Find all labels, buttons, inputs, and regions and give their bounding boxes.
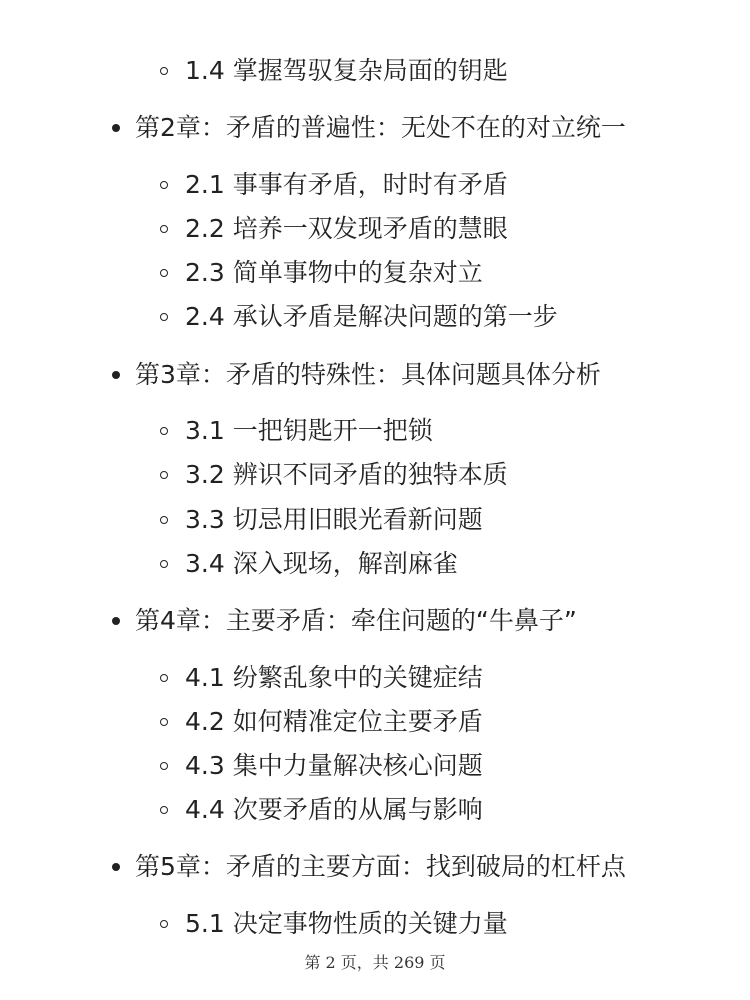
outline-section-item bbox=[160, 547, 458, 581]
hollow-bullet-icon bbox=[160, 67, 168, 75]
hollow-bullet-icon bbox=[160, 471, 168, 479]
hollow-bullet-icon bbox=[160, 718, 168, 726]
chapter-title: 第5章：矛盾的主要方面：找到破局的杠杆点 bbox=[135, 852, 626, 881]
section-title: 4.1 纷繁乱象中的关键症结 bbox=[185, 663, 483, 692]
section-title: 1.4 掌握驾驭复杂局面的钥匙 bbox=[185, 56, 508, 85]
chapter-title: 第2章：矛盾的普遍性：无处不在的对立统一 bbox=[135, 113, 626, 142]
outline-section-item bbox=[160, 793, 483, 827]
outline-section-item bbox=[160, 907, 508, 941]
section-title: 4.2 如何精准定位主要矛盾 bbox=[185, 707, 483, 736]
outline-section-item bbox=[160, 300, 558, 334]
chapter-title: 第4章：主要矛盾：牵住问题的“牛鼻子” bbox=[135, 606, 577, 635]
outline-section-item bbox=[160, 458, 508, 492]
hollow-bullet-icon bbox=[160, 181, 168, 189]
hollow-bullet-icon bbox=[160, 313, 168, 321]
hollow-bullet-icon bbox=[160, 920, 168, 928]
filled-bullet-icon bbox=[112, 371, 120, 379]
section-title: 3.1 一把钥匙开一把锁 bbox=[185, 416, 433, 445]
section-title: 4.3 集中力量解决核心问题 bbox=[185, 751, 483, 780]
section-title: 4.4 次要矛盾的从属与影响 bbox=[185, 795, 483, 824]
hollow-bullet-icon bbox=[160, 806, 168, 814]
filled-bullet-icon bbox=[112, 617, 120, 625]
hollow-bullet-icon bbox=[160, 560, 168, 568]
section-title: 2.2 培养一双发现矛盾的慧眼 bbox=[185, 214, 508, 243]
outline-chapter-item bbox=[112, 358, 601, 392]
outline-section-item bbox=[160, 256, 483, 290]
section-title: 2.1 事事有矛盾，时时有矛盾 bbox=[185, 170, 508, 199]
outline-section-item bbox=[160, 705, 483, 739]
outline-chapter-item bbox=[112, 850, 626, 884]
hollow-bullet-icon bbox=[160, 225, 168, 233]
outline-chapter-item bbox=[112, 111, 626, 145]
outline-section-item bbox=[160, 414, 433, 448]
hollow-bullet-icon bbox=[160, 427, 168, 435]
outline-section-item bbox=[160, 54, 508, 88]
outline-section-item bbox=[160, 212, 508, 246]
hollow-bullet-icon bbox=[160, 674, 168, 682]
section-title: 3.4 深入现场，解剖麻雀 bbox=[185, 549, 458, 578]
section-title: 2.3 简单事物中的复杂对立 bbox=[185, 258, 483, 287]
outline-chapter-item bbox=[112, 604, 577, 638]
page-number-footer: 第 2 页，共 269 页 bbox=[304, 953, 446, 972]
section-title: 5.1 决定事物性质的关键力量 bbox=[185, 909, 508, 938]
hollow-bullet-icon bbox=[160, 762, 168, 770]
hollow-bullet-icon bbox=[160, 269, 168, 277]
filled-bullet-icon bbox=[112, 863, 120, 871]
outline-section-item bbox=[160, 503, 483, 537]
outline-section-item bbox=[160, 168, 508, 202]
filled-bullet-icon bbox=[112, 124, 120, 132]
hollow-bullet-icon bbox=[160, 516, 168, 524]
chapter-title: 第3章：矛盾的特殊性：具体问题具体分析 bbox=[135, 360, 601, 389]
outline-section-item bbox=[160, 661, 483, 695]
outline-section-item bbox=[160, 749, 483, 783]
section-title: 3.3 切忌用旧眼光看新问题 bbox=[185, 505, 483, 534]
section-title: 2.4 承认矛盾是解决问题的第一步 bbox=[185, 302, 558, 331]
section-title: 3.2 辨识不同矛盾的独特本质 bbox=[185, 460, 508, 489]
